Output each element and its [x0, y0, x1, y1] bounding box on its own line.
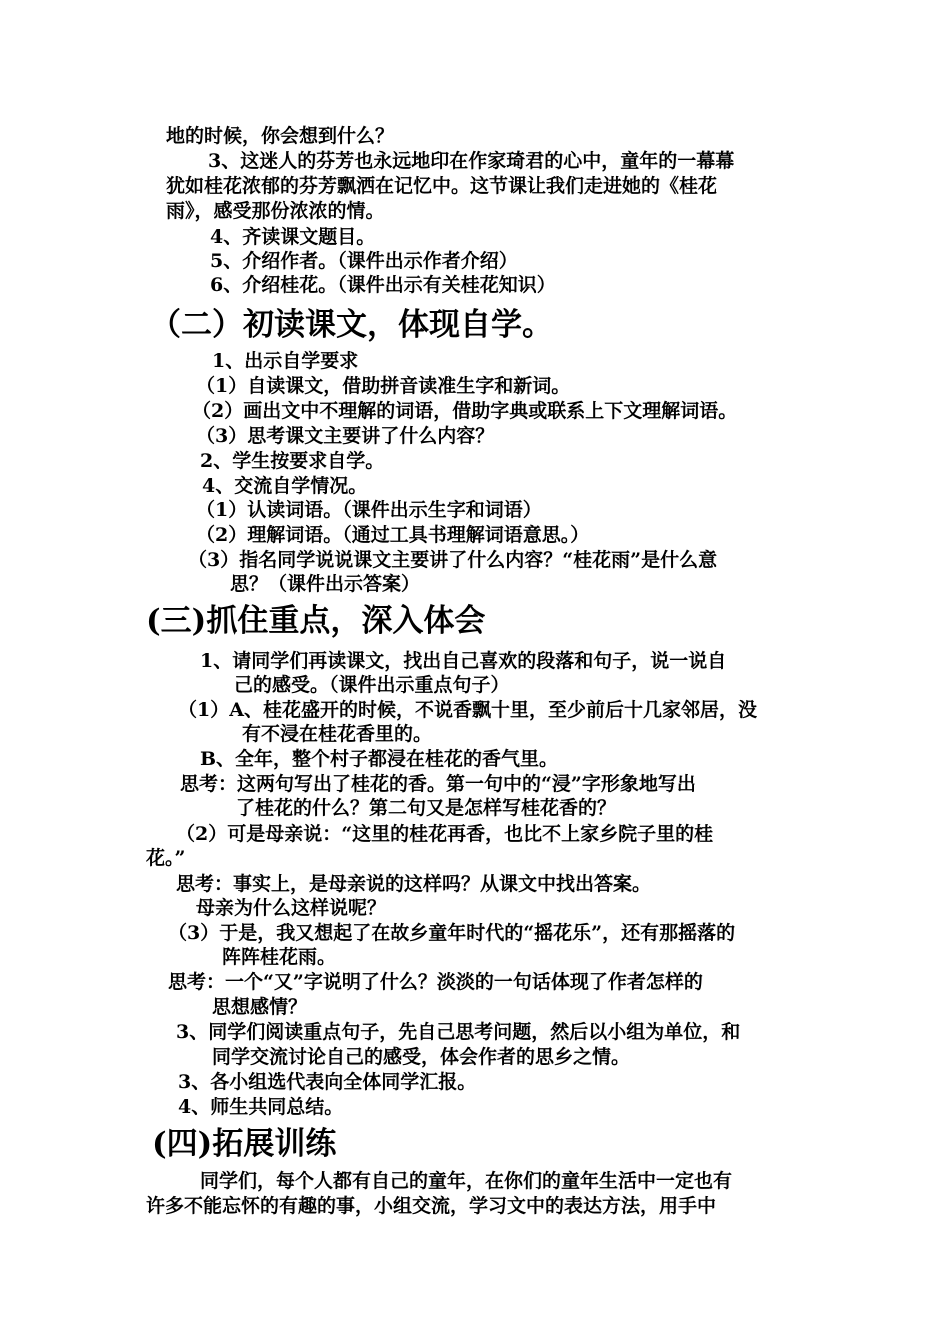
paragraph-line: 阵阵桂花雨。 — [222, 946, 337, 968]
paragraph-line: 思想感情？ — [212, 996, 308, 1018]
paragraph-line: 1、请同学们再读课文，找出自己喜欢的段落和句子，说一说自 — [200, 650, 727, 672]
paragraph-line: （2）理解词语。（通过工具书理解词语意思。） — [196, 524, 590, 546]
paragraph-line: （2）可是母亲说：“这里的桂花再香，也比不上家乡院子里的桂 — [176, 823, 714, 845]
paragraph-line: 4、师生共同总结。 — [178, 1096, 344, 1118]
paragraph-line: 思考：这两句写出了桂花的香。第一句中的“浸”字形象地写出 — [180, 773, 696, 795]
paragraph-line: （3）指名同学说说课文主要讲了什么内容？“桂花雨”是什么意 — [188, 549, 718, 571]
paragraph-line: 1、出示自学要求 — [212, 350, 359, 372]
section-heading: (四)拓展训练 — [152, 1126, 337, 1162]
paragraph-line: 3、同学们阅读重点句子，先自己思考问题，然后以小组为单位，和 — [176, 1021, 741, 1043]
section-heading: （二）初读课文，体现自学。 — [150, 307, 553, 343]
paragraph-line: 3、这迷人的芬芳也永远地印在作家琦君的心中，童年的一幕幕 — [208, 150, 735, 172]
paragraph-line: （3）于是，我又想起了在故乡童年时代的“摇花乐”，还有那摇落的 — [168, 922, 736, 944]
paragraph-line: （1）自读课文，借助拼音读准生字和新词。 — [196, 375, 571, 397]
paragraph-line: 思？（课件出示答案） — [230, 573, 421, 595]
paragraph-line: 3、各小组选代表向全体同学汇报。 — [178, 1071, 477, 1093]
paragraph-line: 4、交流自学情况。 — [202, 475, 368, 497]
paragraph-line: 同学交流讨论自己的感受，体会作者的思乡之情。 — [212, 1046, 631, 1068]
section-heading: (三)抓住重点，深入体会 — [146, 603, 486, 639]
paragraph-line: 犹如桂花浓郁的芬芳飘洒在记忆中。这节课让我们走进她的《桂花 — [166, 175, 718, 197]
paragraph-line: （1）认读词语。（课件出示生字和词语） — [196, 499, 542, 521]
paragraph-line: 有不浸在桂花香里的。 — [242, 723, 433, 745]
paragraph-line: 地的时候，你会想到什么？ — [166, 125, 395, 147]
paragraph-line: 母亲为什么这样说呢？ — [196, 897, 387, 919]
paragraph-line: 雨》，感受那份浓浓的情。 — [166, 200, 385, 222]
paragraph-line: 花。” — [146, 847, 186, 869]
paragraph-line: 6、介绍桂花。（课件出示有关桂花知识） — [210, 274, 556, 296]
paragraph-line: 思考：事实上，是母亲说的这样吗？从课文中找出答案。 — [176, 873, 652, 895]
paragraph-line: 思考：一个“又”字说明了什么？淡淡的一句话体现了作者怎样的 — [168, 971, 703, 993]
paragraph-line: 了桂花的什么？第二句又是怎样写桂花香的？ — [236, 797, 617, 819]
paragraph-line: （2）画出文中不理解的词语，借助字典或联系上下文理解词语。 — [192, 400, 738, 422]
paragraph-line: （3）思考课文主要讲了什么内容？ — [196, 425, 495, 447]
paragraph-line: 同学们，每个人都有自己的童年，在你们的童年生活中一定也有 — [200, 1170, 733, 1192]
paragraph-line: 2、学生按要求自学。 — [200, 450, 385, 472]
paragraph-line: B、全年，整个村子都浸在桂花的香气里。 — [200, 748, 559, 770]
paragraph-line: （1）A、桂花盛开的时候，不说香飘十里，至少前后十几家邻居，没 — [178, 699, 757, 721]
paragraph-line: 许多不能忘怀的有趣的事，小组交流，学习文中的表达方法，用手中 — [146, 1195, 717, 1217]
paragraph-line: 4、齐读课文题目。 — [210, 226, 376, 248]
paragraph-line: 5、介绍作者。（课件出示作者介绍） — [210, 250, 518, 272]
paragraph-line: 己的感受。（课件出示重点句子） — [234, 674, 510, 696]
